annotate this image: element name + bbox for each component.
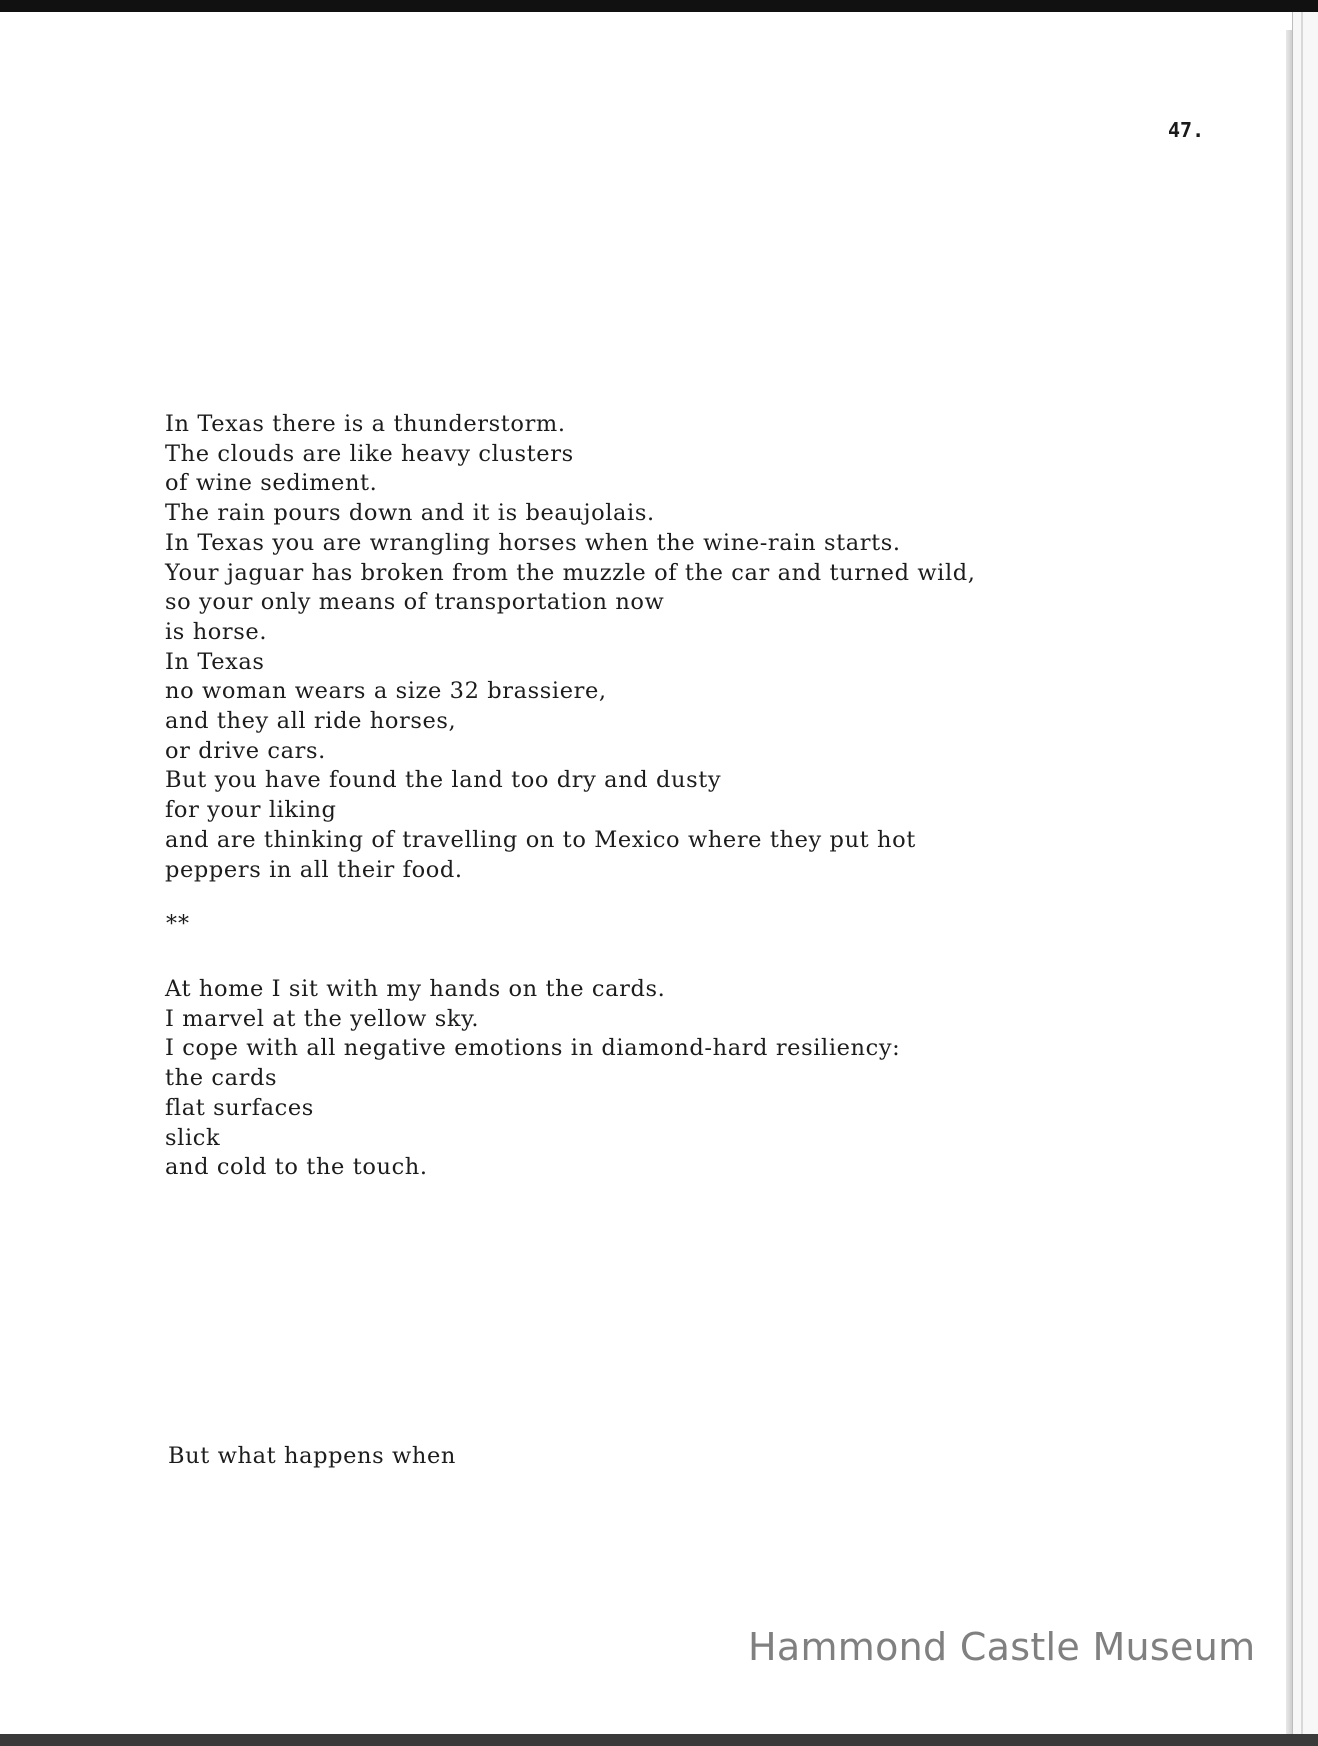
poem-line: and cold to the touch.: [165, 1154, 428, 1181]
closing-line: But what happens when: [168, 1443, 456, 1469]
poem-line: and they all ride horses,: [165, 708, 457, 735]
poem-stanza-1: [165, 410, 976, 885]
section-separator: **: [166, 912, 190, 937]
poem-line: so your only means of transportation now: [165, 589, 665, 616]
scan-bottom-border: [0, 1734, 1318, 1746]
page-number: 47.: [1168, 118, 1205, 142]
poem-line: flat surfaces: [165, 1094, 314, 1121]
poem-line: peppers in all their food.: [165, 856, 463, 883]
watermark: Hammond Castle Museum: [748, 1625, 1256, 1669]
poem-line: slick: [165, 1124, 221, 1151]
scan-top-border: [0, 0, 1318, 12]
poem-line: But you have found the land too dry and dusty: [165, 767, 722, 794]
poem-line: The clouds are like heavy clusters: [165, 440, 574, 467]
poem-line: In Texas there is a thunderstorm.: [165, 411, 566, 437]
poem-line: the cards: [165, 1065, 278, 1092]
poem-line: Your jaguar has broken from the muzzle of the car and turned wild,: [165, 559, 976, 586]
poem-line: for your liking: [165, 797, 337, 824]
poem-line: The rain pours down and it is beaujolais.: [165, 500, 655, 527]
poem-line: I marvel at the yellow sky.: [165, 1005, 480, 1032]
poem-stanza-2: [165, 975, 900, 1183]
poem-line: At home I sit with my hands on the cards.: [165, 976, 666, 1002]
poem-line: In Texas: [165, 648, 265, 675]
poem-line: is horse.: [165, 618, 268, 645]
poem-line: In Texas you are wrangling horses when the wine-rain starts.: [165, 529, 901, 556]
poem-line: I cope with all negative emotions in diamond-hard resiliency:: [165, 1035, 901, 1062]
poem-line: or drive cars.: [165, 737, 326, 764]
poem-line: no woman wears a size 32 brassiere,: [165, 678, 607, 705]
poem-line: and are thinking of travelling on to Mexico where they put hot: [165, 826, 916, 853]
poem-line: of wine sediment.: [165, 470, 378, 497]
binding-edge: [1292, 12, 1318, 1746]
